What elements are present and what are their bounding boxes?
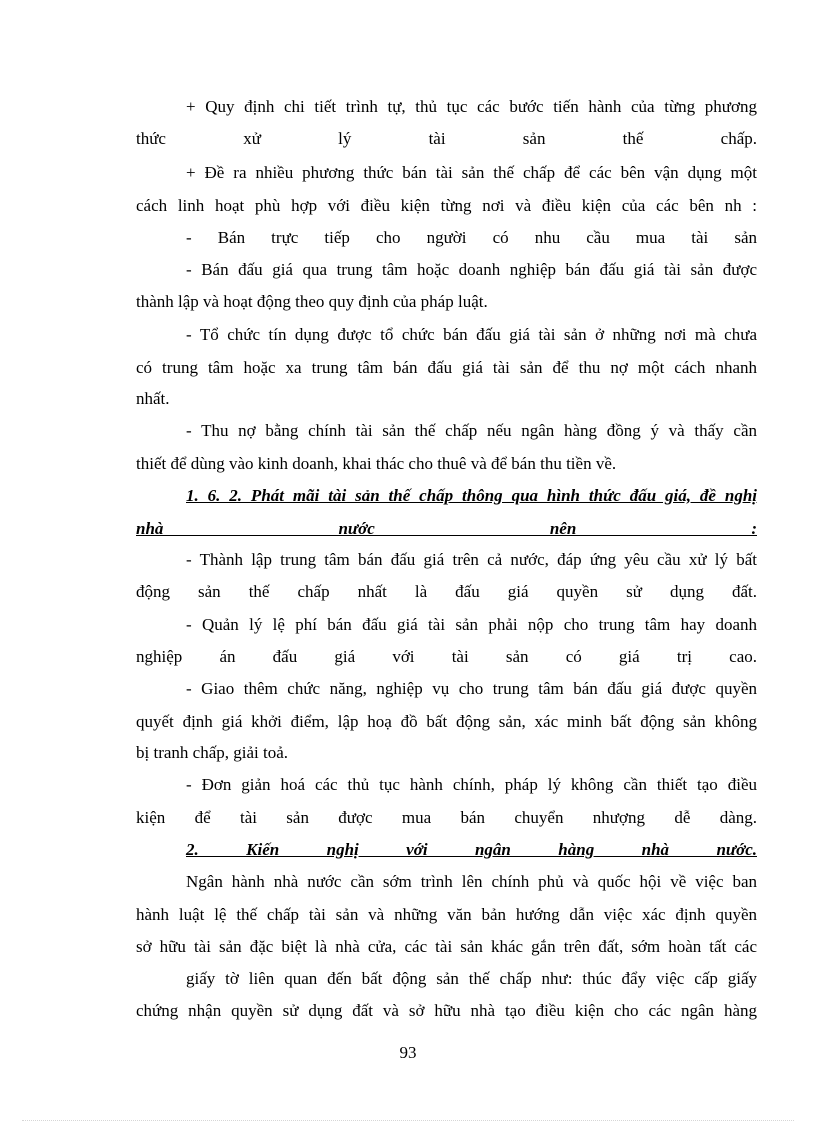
text-line: thành lập và hoạt động theo quy định của pháp luật. bbox=[136, 292, 488, 311]
page-footer-divider bbox=[22, 1120, 794, 1121]
text-line: quyết định giá khởi điểm, lập hoạ đồ bất động sản, xác minh bất động sản không bbox=[136, 712, 757, 731]
text-line: - Giao thêm chức năng, nghiệp vụ cho trung tâm bán đấu giá được quyền bbox=[186, 679, 757, 698]
text-line: - Đơn giản hoá các thủ tục hành chính, pháp lý không cần thiết tạo điều bbox=[186, 775, 757, 794]
text-line: - Tổ chức tín dụng được tổ chức bán đấu giá tài sản ở những nơi mà chưa bbox=[186, 325, 757, 344]
text-line: giấy tờ liên quan đến bất động sản thế chấp như: thúc đẩy việc cấp giấy bbox=[186, 969, 757, 988]
section-heading: nhà nước nên : bbox=[136, 519, 757, 538]
text-line: nhất. bbox=[136, 389, 170, 408]
text-line: - Bán đấu giá qua trung tâm hoặc doanh nghiệp bán đấu giá tài sản được bbox=[186, 260, 757, 279]
text-line: thức xử lý tài sản thế chấp. bbox=[136, 129, 757, 148]
section-heading: 1. 6. 2. Phát mãi tài sản thế chấp thông qua hình thức đấu giá, đề nghị bbox=[186, 486, 757, 505]
text-line: sở hữu tài sản đặc biệt là nhà cửa, các tài sản khác gắn trên đất, sớm hoàn tất các bbox=[136, 937, 757, 956]
text-line: kiện để tài sản được mua bán chuyển nhượng dễ dàng. bbox=[136, 808, 757, 827]
text-line: - Thu nợ bằng chính tài sản thế chấp nếu ngân hàng đồng ý và thấy cần bbox=[186, 421, 757, 440]
text-line: - Quản lý lệ phí bán đấu giá tài sản phải nộp cho trung tâm hay doanh bbox=[186, 615, 757, 634]
text-line: - Thành lập trung tâm bán đấu giá trên cả nước, đáp ứng yêu cầu xử lý bất bbox=[186, 550, 757, 569]
text-line: cách linh hoạt phù hợp với điều kiện từng nơi và điều kiện của các bên nh : bbox=[136, 196, 757, 215]
text-line: - Bán trực tiếp cho người có nhu cầu mua tài sản bbox=[186, 228, 757, 247]
text-line: + Đề ra nhiều phương thức bán tài sản thế chấp để các bên vận dụng một bbox=[186, 163, 757, 182]
section-heading: 2. Kiến nghị với ngân hàng nhà nước. bbox=[186, 840, 757, 859]
page-number: 93 bbox=[399, 1043, 417, 1062]
text-line: bị tranh chấp, giải toả. bbox=[136, 743, 289, 762]
text-line: + Quy định chi tiết trình tự, thủ tục các bước tiến hành của từng phương bbox=[186, 97, 757, 116]
text-line: có trung tâm hoặc xa trung tâm bán đấu giá tài sản để thu nợ một cách nhanh bbox=[136, 358, 757, 377]
text-line: động sản thế chấp nhất là đấu giá quyền sử dụng đất. bbox=[136, 582, 757, 601]
text-line: hành luật lệ thế chấp tài sản và những văn bản hướng dẫn việc xác định quyền bbox=[136, 905, 757, 924]
text-line: chứng nhận quyền sử dụng đất và sở hữu nhà tạo điều kiện cho các ngân hàng bbox=[136, 1001, 757, 1020]
text-line: nghiệp án đấu giá với tài sản có giá trị cao. bbox=[136, 647, 757, 666]
text-line: thiết để dùng vào kinh doanh, khai thác cho thuê và để bán thu tiền về. bbox=[136, 454, 617, 473]
text-line: Ngân hành nhà nước cần sớm trình lên chính phủ và quốc hội về việc ban bbox=[186, 872, 757, 891]
